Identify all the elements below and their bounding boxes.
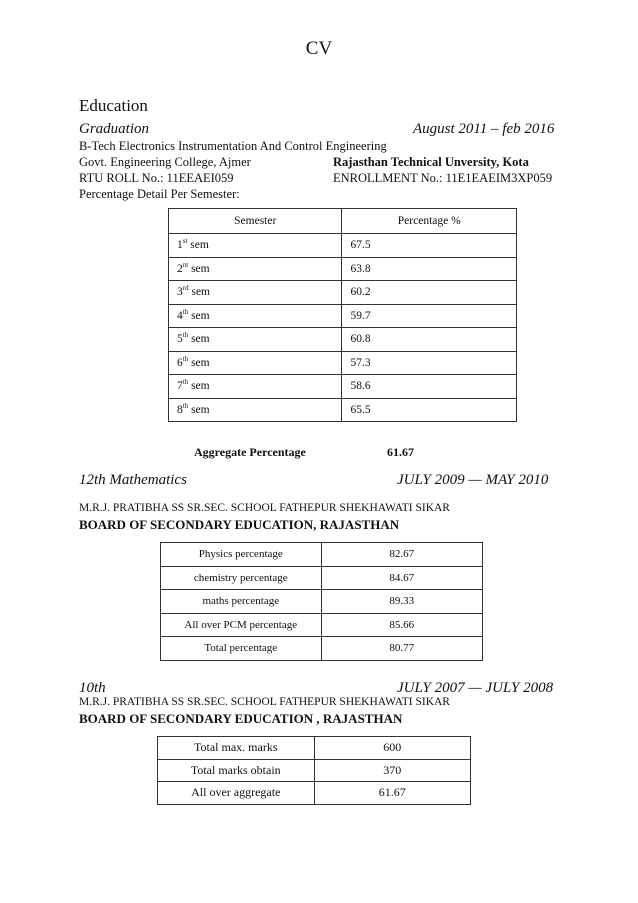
semester-percentage: 65.5 [342,398,517,422]
semester-row [169,328,517,352]
semester-table-header [169,209,517,234]
marks-label: Physics percentage [161,543,322,567]
semester-row [169,398,517,422]
marks-label: Total marks obtain [158,759,315,782]
semester-name: $2^{nt}$ sem [169,257,342,281]
graduation-period: August 2011 – feb 2016 [413,121,555,137]
twelfth-school: M.R.J. PRATIBHA SS SR.SEC. SCHOOL FATHEPUR SHEKHAWATI SIKAR [79,502,450,514]
marks-row [161,566,483,590]
aggregate-label: Aggregate Percentage [194,445,306,459]
semester-name: 5th sem [169,328,342,352]
marks-value: 80.77 [321,637,482,661]
percentage-header: Percentage % [342,209,517,234]
semester-percentage: 63.8 [342,257,517,281]
tenth-label: 10th [79,680,106,696]
marks-row [158,759,471,782]
twelfth-period: JULY 2009 — MAY 2010 [397,472,549,488]
enrollment-number: ENROLLMENT No.: 11E1EAEIM3XP059 [333,171,553,185]
marks-row [161,590,483,614]
semester-row [169,281,517,305]
semester-header: Semester [169,209,342,234]
marks-row [161,613,483,637]
semester-name: 4th sem [169,304,342,328]
semester-percentage: 58.6 [342,375,517,399]
marks-label: All over aggregate [158,782,315,805]
twelfth-marks-table [160,542,483,661]
marks-row [161,543,483,567]
tenth-board: BOARD OF SECONDARY EDUCATION , RAJASTHAN [79,711,403,726]
marks-value: 85.66 [321,613,482,637]
university-name: Rajasthan Technical Unversity, Kota [333,155,529,169]
semester-table [168,208,517,422]
marks-label: Total percentage [161,637,322,661]
roll-number: RTU ROLL No.: 11EEAEI059 [79,171,234,185]
semester-row [169,304,517,328]
semester-name: 8th sem [169,398,342,422]
semester-percentage: 60.2 [342,281,517,305]
marks-label: All over PCM percentage [161,613,322,637]
semester-percentage: 67.5 [342,234,517,258]
graduation-label: Graduation [79,121,150,137]
twelfth-label: 12th Mathematics [79,472,187,488]
semester-percentage: 60.8 [342,328,517,352]
marks-row [161,637,483,661]
semester-row [169,351,517,375]
marks-value: 370 [314,759,470,782]
college-name: Govt. Engineering College, Ajmer [79,155,251,169]
semester-name: 6th sem [169,351,342,375]
marks-label: Total max. marks [158,737,315,760]
marks-value: 600 [314,737,470,760]
twelfth-board: BOARD OF SECONDARY EDUCATION, RAJASTHAN [79,517,400,532]
semester-percentage: 57.3 [342,351,517,375]
aggregate-value: 61.67 [387,445,414,459]
semester-name: 3rd sem [169,281,342,305]
semester-row [169,257,517,281]
marks-row [158,737,471,760]
semester-row [169,375,517,399]
marks-row [158,782,471,805]
marks-label: chemistry percentage [161,566,322,590]
marks-value: 89.33 [321,590,482,614]
semester-percentage: 59.7 [342,304,517,328]
tenth-marks-table [157,736,471,805]
percentage-detail-label: Percentage Detail Per Semester: [79,187,240,201]
semester-row [169,234,517,258]
marks-value: 84.67 [321,566,482,590]
degree-line: B-Tech Electronics Instrumentation And Control Engineering [79,139,387,153]
semester-name: 7th sem [169,375,342,399]
tenth-period: JULY 2007 — JULY 2008 [397,680,554,696]
education-heading: Education [79,96,148,115]
tenth-school: M.R.J. PRATIBHA SS SR.SEC. SCHOOL FATHEPUR SHEKHAWATI SIKAR [79,696,450,708]
marks-label: maths percentage [161,590,322,614]
semester-name: 1st sem [169,234,342,258]
page-title: CV [305,38,333,59]
marks-value: 82.67 [321,543,482,567]
marks-value: 61.67 [314,782,470,805]
